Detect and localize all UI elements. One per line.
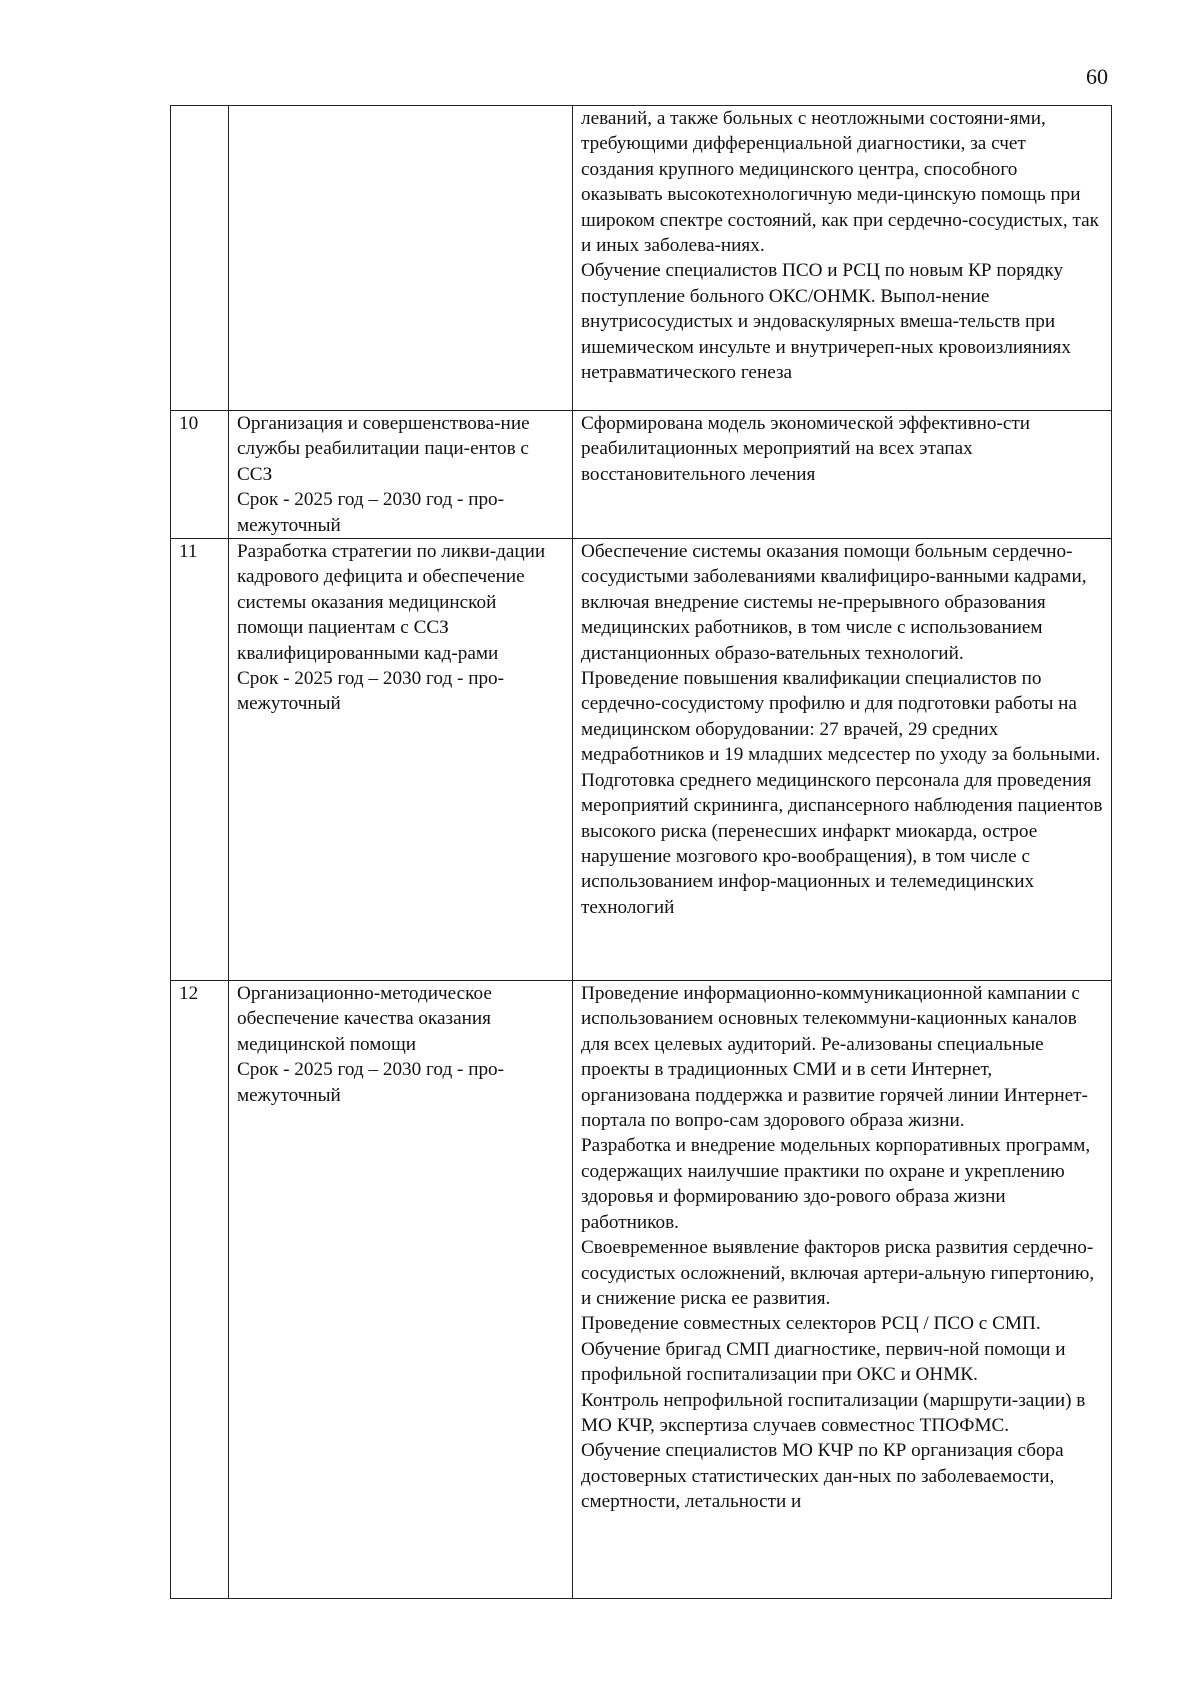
result-paragraph: Подготовка среднего медицинского персонала для проведения мероприятий скрининга, диспансерного наблюдения пациентов высокого риска (перенесших инфаркт миокарда, острое нарушение мозгового кро-вообращения), в том числе с использованием инфор-мационных и телемедицинских технологий	[581, 769, 1103, 918]
result-paragraph: Проведение повышения квалификации специалистов по сердечно-сосудистому профилю и для подготовки работы на медицинском оборудовании: 27 врачей, 29 средних медработников и 19 младших медсестер по уходу за больными.	[581, 668, 1101, 766]
task-deadline: Срок - 2025 год – 2030 год - про-межуточный	[237, 668, 505, 715]
row-number-cell: 12	[171, 981, 229, 1599]
result-paragraph: Сформирована модель экономической эффективно-сти реабилитационных мероприятий на всех этапах восстановительного лечения	[581, 413, 1031, 485]
task-deadline: Срок - 2025 год – 2030 год - про-межуточный	[237, 1059, 505, 1106]
task-title: Организация и совершенствова-ние службы реабилитации паци-ентов с ССЗ	[237, 413, 530, 485]
result-paragraph: Обеспечение системы оказания помощи больным сердечно-сосудистыми заболеваниями квалифициро-ванными кадрами, включая внедрение системы не-прерывного образования медицинских работников, в том числе с использованием дистанционных образо-вательных технологий.	[581, 541, 1087, 664]
row-number-cell: 10	[171, 411, 229, 539]
task-cell	[229, 981, 573, 1599]
result-paragraph: Разработка и внедрение модельных корпоративных программ, содержащих наилучшие практики по охране и укреплению здоровья и формированию здо-рового образа жизни работников.	[581, 1135, 1091, 1233]
task-cell	[229, 106, 573, 411]
result-paragraph: Проведение совместных селекторов РСЦ / ПСО с СМП. Обучение бригад СМП диагностике, первич-ной помощи и профильной госпитализации при ОКС и ОНМК.	[581, 1313, 1066, 1386]
result-paragraph: Контроль непрофильной госпитализации (маршрути-зации) в МО КЧР, экспертиза случаев совместнос ТПОФМС.	[581, 1389, 1086, 1436]
task-deadline: Срок - 2025 год – 2030 год - про-межуточный	[237, 489, 505, 536]
result-paragraph: Обучение специалистов МО КЧР по КР организация сбора достоверных статистических дан-ных по заболеваемости, смертности, летальности и	[581, 1440, 1064, 1513]
row-number-cell	[171, 106, 229, 411]
table-row	[171, 106, 1112, 411]
result-paragraph: Обучение специалистов ПСО и РСЦ по новым КР порядку поступление больного ОКС/ОНМК. Выпол-нение внутрисосудистых и эндоваскулярных вмеша-тельств при ишемическом инсульте и внутричереп-ных кровоизлияниях нетравматического генеза	[581, 260, 1071, 384]
task-cell	[229, 539, 573, 981]
page-number: 60	[1086, 64, 1108, 89]
result-paragraph: леваний, а также больных с неотложными состояни-ями, требующими дифференциальной диагностики, за счет создания крупного медицинского центра, способного оказывать высокотехнологичную меди-цинскую помощь при широком спектре состояний, как при сердечно-сосудистых, так и иных заболева-ниях.	[581, 108, 1099, 257]
result-cell	[573, 981, 1112, 1599]
result-cell	[573, 539, 1112, 981]
result-paragraph: Своевременное выявление факторов риска развития сердечно-сосудистых осложнений, включая артери-альную гипертонию, и снижение риска ее развития.	[581, 1237, 1095, 1309]
table-row	[171, 981, 1112, 1599]
result-cell	[573, 411, 1112, 539]
table-row	[171, 539, 1112, 981]
result-cell	[573, 106, 1112, 411]
measures-table	[170, 105, 1112, 1599]
result-paragraph: Проведение информационно-коммуникационной кампании с использованием основных телекоммуни-кационных каналов для всех целевых аудиторий. Ре-ализованы специальные проекты в традиционных СМИ и в сети Интернет, организована поддержка и развитие горячей линии Интернет-портала по вопро-сам здорового образа жизни.	[581, 983, 1088, 1132]
row-number-cell: 11	[171, 539, 229, 981]
table-row	[171, 411, 1112, 539]
task-cell	[229, 411, 573, 539]
task-title: Разработка стратегии по ликви-дации кадрового дефицита и обеспечение системы оказания медицинской помощи пациентам с ССЗ квалифицированными кад-рами	[237, 541, 546, 664]
task-title: Организационно-методическое обеспечение качества оказания медицинской помощи	[237, 983, 492, 1055]
